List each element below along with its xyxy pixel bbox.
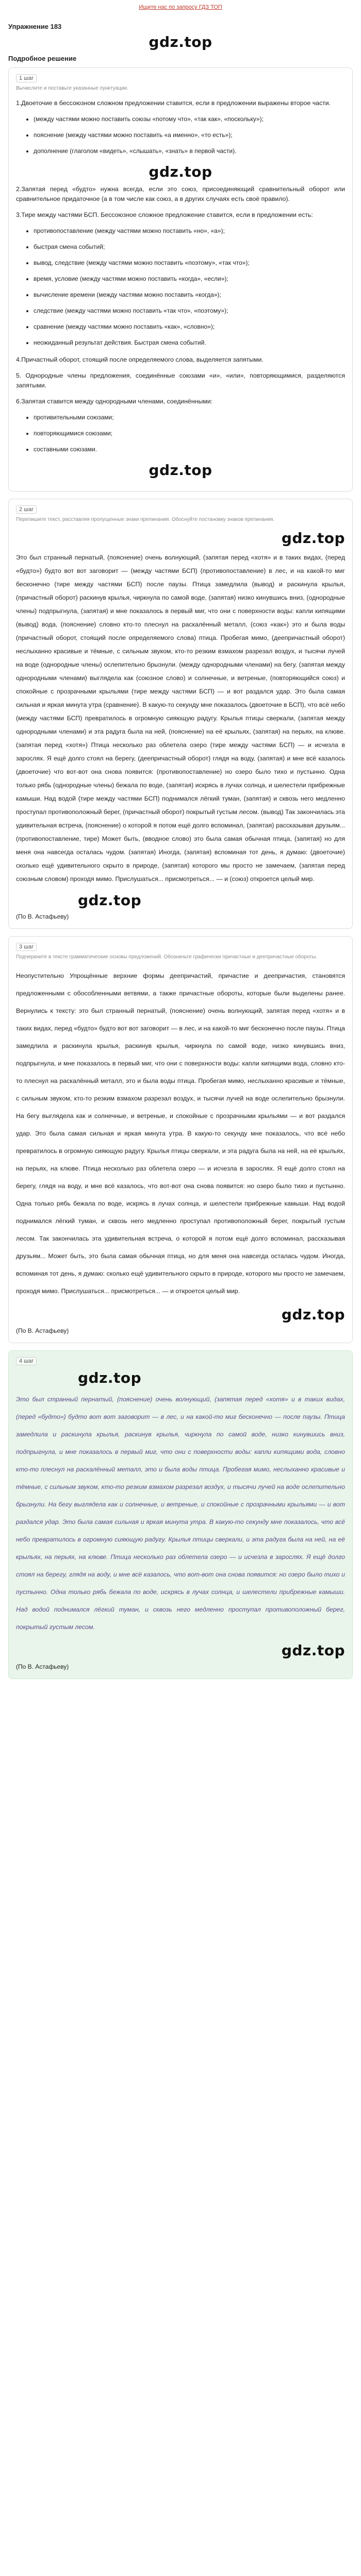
rule-item: • составными союзами. bbox=[34, 445, 345, 454]
step-1-label: 1 шаг bbox=[16, 74, 37, 82]
rule-item: • быстрая смена событий; bbox=[34, 242, 345, 252]
rule-colon-list bbox=[16, 114, 345, 156]
step-2-label: 2 шаг bbox=[16, 505, 37, 514]
rule-budto: 2.Запятая перед «будто» нужна всегда, если это союз, присоединяющий сравнительный оборот или сравнительное придаточное (а в том числе как союз, а в других случаях есть своё правило). bbox=[16, 185, 345, 202]
step-4-text: Это был странный пернатый, (пояснение) очень волнующий, (запятая перед «хотя» и в таких видах, (перед «будто») будто вот вот заговорит — в лес, и на какой-то миг бесконечно — после паузы. Птица замедлила и раскинула крылья, раскинув крылья, чиркнула по самой воде, низко кинувшись вниз, подпрыгнула, и мне показалось в первый миг, что они с поверхности воды: капли кипящими вода, словно кто-то плеснул на раскалённый металл, это и была воды птица. Пробегая мимо, неслыханно красивые и тёмные, с сильным звуком, кто-то резким взмахом разрезал воздух, и тысячи лучей на воде ослепительно брызнули. На бегу выглядела как и солнечные, и ветреные, и спокойные с прозрачными крыльями — и вот раздался удар. Это была самая сильная и яркая минута утра. В какую-то секунду мне показалось, что всё небо превратилось в огромную сияющую радугу. Крылья птицы сверкали, и эта радуга была на ней, на её крыльях, на перьях, на клюве. Птица несколько раз облетела озеро — и исчезла в зарослях. Я ещё долго стоял на берегу, глядя на воду, и мне всё казалось, что вот-вот она снова появится: но озеро было тихо и пустынно. Одна только рябь бежала по воде, искрясь в лучах солнца, и шелестели прибрежные камыши. Над водой поднимался лёгкий туман, и сквозь него медленно проступал противоположный берег, покрытый густым лесом. bbox=[16, 1396, 345, 1631]
step-2-text: Это был странный пернатый, (пояснение) очень волнующий, (запятая перед «хотя» и в таких видах, (перед «будто») будто вот вот заговорит — (между частями БСП) (противопоставление) в лес, и на какой-то миг бесконечно (тире между частями БСП) после паузы. Птица замедлила (вывод) и раскинула крылья, (причастный оборот) раскинув крылья, чиркнула по самой воде, (запятая) низко кинувшись вниз, (однородные члены) подпрыгнула, (запятая) и мне показалось в первый миг, что они с поверхности воды: капли кипящими (вывод) вода, (пояснение) словно кто-то плеснул на раскалённый металл, (союз «как») это и была воды (причастный оборот, стоящий после определяемого слова) птица. Пробегая мимо, (деепричастный оборот) неслыханно красивые и тёмные, с сильным звуком, кто-то резким взмахом разрезал воздух, и тысячи лучей на воде (однородные члены) ослепительно брызнули. (между однородными членами) на бегу, (запятая между однородными членами) выглядела как (союзное слово) и солнечные, и ветреные, (повторяющийся союз) и спокойные с прозрачными крыльями (тире между частями БСП) — и вот раздался удар. Это была самая сильная и яркая минута утра (сравнение). В какую-то секунду мне показалось (двоеточие в БСП), что всё небо (между частями БСП) превратилось в огромную сияющую радугу. Крылья птицы сверкали, (запятая между однородными членами) и эта радуга была на ней, (пояснение) на её крыльях, (запятая) на перьях, на клюве. (запятая перед «хотя») Птица несколько раз облетела озеро (тире между частями БСП) — и исчезла в зарослях. Я ещё долго стоял на берегу, (деепричастный оборот) глядя на воду, (запятая) и мне всё казалось (двоеточие) что вот-вот она снова появится: (противопоставление) но озеро было тихо и пустынно. Одна только рябь (однородные члены) бежала по воде, (запятая) искрясь в лучах солнца, и шелестели прибрежные камыши. Над водой (тире между частями БСП) поднимался лёгкий туман, (запятая) и сквозь него медленно проступал противоположный берег, (причастный оборот) покрытый густым лесом. (вывод) Так закончилась эта удивительная встреча, (пояснение) о которой я потом ещё долго вспоминал, (запятая) рассказывая друзьям... (противопоставление, тире) Может быть, (вводное слово) это была самая обычная птица, (запятая) но для меня она навсегда осталась чудом. (запятая) Иногда, (запятая) вспоминая тот день, я думаю: (двоеточие) сколько ещё удивительного скрыто в природе, (запятая) которого мы просто не замечаем, (запятая перед союзным словом) проходя мимо. Прислушаться... присмотреться... — и (союз) откроется целый мир. bbox=[16, 554, 345, 883]
step-2-card bbox=[8, 499, 353, 929]
rule-item: • противопоставление (между частями можно поставить «но», «а»); bbox=[34, 226, 345, 236]
step-3-author: (По В. Астафьеву) bbox=[16, 1327, 69, 1334]
rule-item: • время, условие (между частями можно поставить «когда», «если»); bbox=[34, 274, 345, 284]
rule-item: • сравнение (между частями можно поставить «как», «словно»); bbox=[34, 322, 345, 332]
watermark-logo: gdz.top bbox=[149, 163, 212, 180]
step-3-meta: Подчеркните в тексте грамматические основы предложений. Обозначьте графически причастные и деепричастные обороты. bbox=[16, 954, 317, 960]
rule-participle: 4.Причастный оборот, стоящий после определяемого слова, выделяется запятыми. bbox=[16, 356, 264, 363]
step-4-author: (По В. Астафьеву) bbox=[16, 1663, 69, 1670]
watermark-logo: gdz.top bbox=[149, 33, 212, 50]
step-3-card bbox=[8, 936, 353, 1343]
exercise-title: Упражнение 183 bbox=[8, 23, 62, 30]
rule-homogeneous: 5. Однородные члены предложения, соединённые союзами «и», «или», повторяющимися, разделяются запятыми. bbox=[16, 372, 345, 389]
top-search-link[interactable]: Ищите нас по запросу ГДЗ ТОП bbox=[139, 4, 222, 10]
watermark-logo: gdz.top bbox=[281, 1642, 345, 1659]
rule-comma-list bbox=[16, 413, 345, 454]
rule-comma: 6.Запятая ставится между однородными членами, соединёнными: bbox=[16, 398, 213, 405]
step-4-card bbox=[8, 1350, 353, 1679]
rule-item: • вычисление времени (между частями можно поставить «когда»); bbox=[34, 290, 345, 300]
rule-dash: 3.Тире между частями БСП. Бессоюзное сложное предложение ставится, если в предложении есть: bbox=[16, 211, 313, 218]
watermark-logo: gdz.top bbox=[281, 530, 345, 547]
step-2-author: (По В. Астафьеву) bbox=[16, 913, 69, 920]
rule-item: • пояснение (между частями можно поставить «а именно», «то есть»); bbox=[34, 130, 345, 140]
watermark-logo: gdz.top bbox=[78, 1369, 142, 1386]
rule-dash-list bbox=[16, 226, 345, 348]
step-3-text: Неопустительно Упрощённые верхние формы деепричастий, причастие и деепричастия, становятся предложенными с обособленными ветвями, а также причастные обороты, которые были выделены ранее. Вернулись к тексту: это был странный пернатый, (пояснение) очень волнующий, запятая перед «хотя» и в таких видах, перед «будто» будто вот вот заговорит — в лес, и на какой-то миг бесконечно после паузы. Птица замедлила и раскинула крылья, раскинув крылья, чиркнула по самой воде, низко кинувшись вниз, подпрыгнула, и мне показалось в первый миг, что они с поверхности воды: капли кипящими вода, словно кто-то плеснул на раскалённый металл, это и была воды птица. Пробегая мимо, неслыханно красивые и тёмные, с сильным звуком, кто-то резким взмахом разрезал воздух, и тысячи лучей на воде ослепительно брызнули. На бегу выглядела как и солнечные, и ветреные, и спокойные с прозрачными крыльями — и вот раздался удар. Это была самая сильная и яркая минута утра. В какую-то секунду мне показалось, что всё небо превратилось в огромную сияющую радугу. Крылья птицы сверкали, и эта радуга была на ней, на её крыльях, на перьях, на клюве. Птица несколько раз облетела озеро — и исчезла в зарослях. Я ещё долго стоял на берегу, глядя на воду, и мне всё казалось, что вот-вот она снова появится: но озеро было тихо и пустынно. Одна только рябь бежала по воде, искрясь в лучах солнца, и шелестели прибрежные камыши. Над водой поднимался лёгкий туман, и сквозь него медленно проступал противоположный берег, покрытый густым лесом. Так закончилась эта удивительная встреча, о которой я потом ещё долго вспоминал, рассказывая друзьям... Может быть, это была самая обычная птица, но для меня она навсегда осталась чудом. Иногда, вспоминая тот день, я думаю: сколько ещё удивительного скрыто в природе, которого мы просто не замечаем, проходя мимо. Прислушаться... присмотреться... — и откроется целый мир. bbox=[16, 972, 345, 1295]
rule-item: • противительными союзами; bbox=[34, 413, 345, 422]
watermark-logo: gdz.top bbox=[281, 1306, 345, 1323]
rule-colon: 1.Двоеточие в бессоюзном сложном предложении ставится, если в предложении выражены второе части. bbox=[16, 99, 331, 107]
watermark-logo: gdz.top bbox=[149, 462, 212, 479]
step-3-label: 3 шаг bbox=[16, 943, 37, 951]
solution-subtitle: Подробное решение bbox=[8, 55, 77, 62]
rule-item: • неожиданный результат действия. Быстрая смена событий. bbox=[34, 338, 345, 348]
rule-item: • повторяющимися союзами; bbox=[34, 429, 345, 438]
step-2-meta: Перепишите текст, расставляя пропущенные знаки препинания. Обоснуйте постановку знаков препинания. bbox=[16, 517, 275, 522]
rule-item: • следствие (между частями можно поставить «так что», «поэтому»); bbox=[34, 306, 345, 316]
step-1-meta: Вычислите и поставьте указанные пунктуации. bbox=[16, 86, 128, 91]
step-1-card bbox=[8, 67, 353, 492]
rule-item: • (между частями можно поставить союзы «потому что», «так как», «поскольку»); bbox=[34, 114, 345, 124]
step-4-label: 4 шаг bbox=[16, 1357, 37, 1365]
main-content bbox=[8, 23, 353, 1686]
watermark-logo: gdz.top bbox=[78, 892, 142, 909]
rule-item: • вывод, следствие (между частями можно поставить «поэтому», «так что»); bbox=[34, 258, 345, 268]
top-banner bbox=[0, 0, 361, 14]
rule-item: • дополнение (глаголом «видеть», «слышать», «знать» в первой части). bbox=[34, 146, 345, 156]
